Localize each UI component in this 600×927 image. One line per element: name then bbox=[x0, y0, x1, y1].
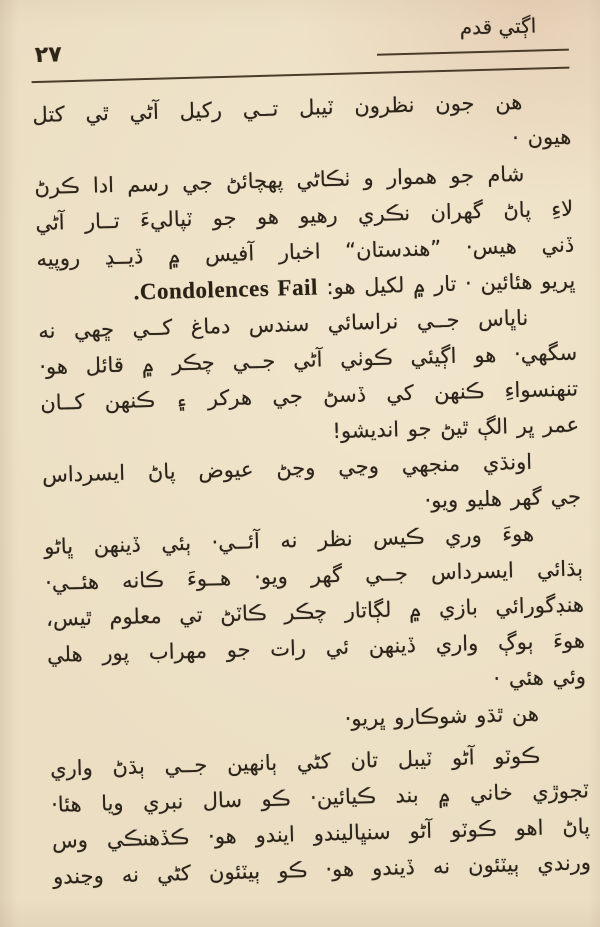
title-underline-rule bbox=[377, 49, 569, 56]
page-number: ۲۷ bbox=[34, 42, 63, 69]
text-line: هوءَ ٻوڳ واري ڏينهن ئي رات جو مهراب پور هلي bbox=[46, 628, 586, 667]
header-divider-rule bbox=[32, 67, 570, 84]
text-line: عمر ڀر الڳ ٿيڻ جو انديشو! bbox=[332, 412, 580, 444]
text-line: هن جون نظرون ٽيبل تــي رکيل آڻي ٿي کتل bbox=[32, 89, 523, 128]
text-line: ٽجوڙي خاني ۾ بند ڪيائين· ڪو سال نبري ويا هئا· bbox=[50, 778, 590, 817]
text-line: جي گهر هليو ويو· bbox=[424, 484, 582, 513]
text-line: وئي هئي · bbox=[493, 664, 587, 691]
text-line: سگهي· هو اڳيئي ڪوٺي آڻي جــي چڪر ۾ قائل هو· bbox=[38, 340, 578, 380]
text-line: پاڻ اهو ڪوٽو آڻو سنڀاليندو ايندو هو· ڪڏهنڪي وس bbox=[51, 814, 591, 853]
book-title: اڳتي قدم bbox=[459, 13, 537, 40]
text-line: ورندي ٻيٽئون نه ڏيندو هو· ڪو ٻيٽئون کڻي نه وڃندو bbox=[52, 850, 592, 889]
paragraph bbox=[38, 298, 580, 456]
sindhi-phrase: ڀريو هئائين · تار ۾ لکيل هو: bbox=[326, 268, 576, 300]
text-line: ڪوٽو آڻو ٽيبل تان کڻي ٻانهين جــي ٻڌڻ واري bbox=[49, 743, 541, 781]
body-text-block bbox=[32, 83, 591, 895]
text-line: ٻڌائي ايسرداس جــي گهر ويو· هــوءَ ڪانه هئــي· bbox=[44, 556, 584, 595]
text-line: تنهنسواءِ ڪنهن کي ڏسڻ جي هرکر ۽ ڪنهن کــان bbox=[39, 376, 579, 415]
paragraph bbox=[50, 736, 592, 894]
paragraph bbox=[34, 155, 576, 313]
text-line: هوءَ وري ڪيس نظر نه آئــي· ٻئي ڏينهن ڀاڻو bbox=[43, 521, 535, 559]
english-telegram-phrase: Condolences Fail. bbox=[133, 274, 319, 305]
text-line: شام جو هموار و ٺڪاڻي پهچائڻ جي رسم ادا ڪرڻ bbox=[34, 161, 525, 200]
text-line: ڏني هيس· ”هندستان“ اخبار آفيس ۾ ڏيــڍ روپيه bbox=[36, 232, 575, 272]
text-line: هيون · bbox=[511, 124, 572, 151]
paragraph bbox=[44, 514, 587, 708]
text-line: ناڀاس جــي نراسائي سندس دماغ کــي ڇهي نه bbox=[37, 305, 529, 344]
text-line: هنڊگورائي بازي ۾ لڳاتار چڪر ڪاٽڻ تي معلوم ٿيس، bbox=[45, 592, 585, 631]
text-line: اونڌي منجهي وڃي وڃڻ عيوض پاڻ ايسرداس bbox=[41, 449, 533, 487]
text-line: لاءِ پاڻ گهران نڪري رهيو هو جو ٽپاليءَ تــار آڻي bbox=[35, 196, 574, 236]
text-line: هن ٿڌو شوڪارو ڀريو· bbox=[344, 701, 540, 731]
